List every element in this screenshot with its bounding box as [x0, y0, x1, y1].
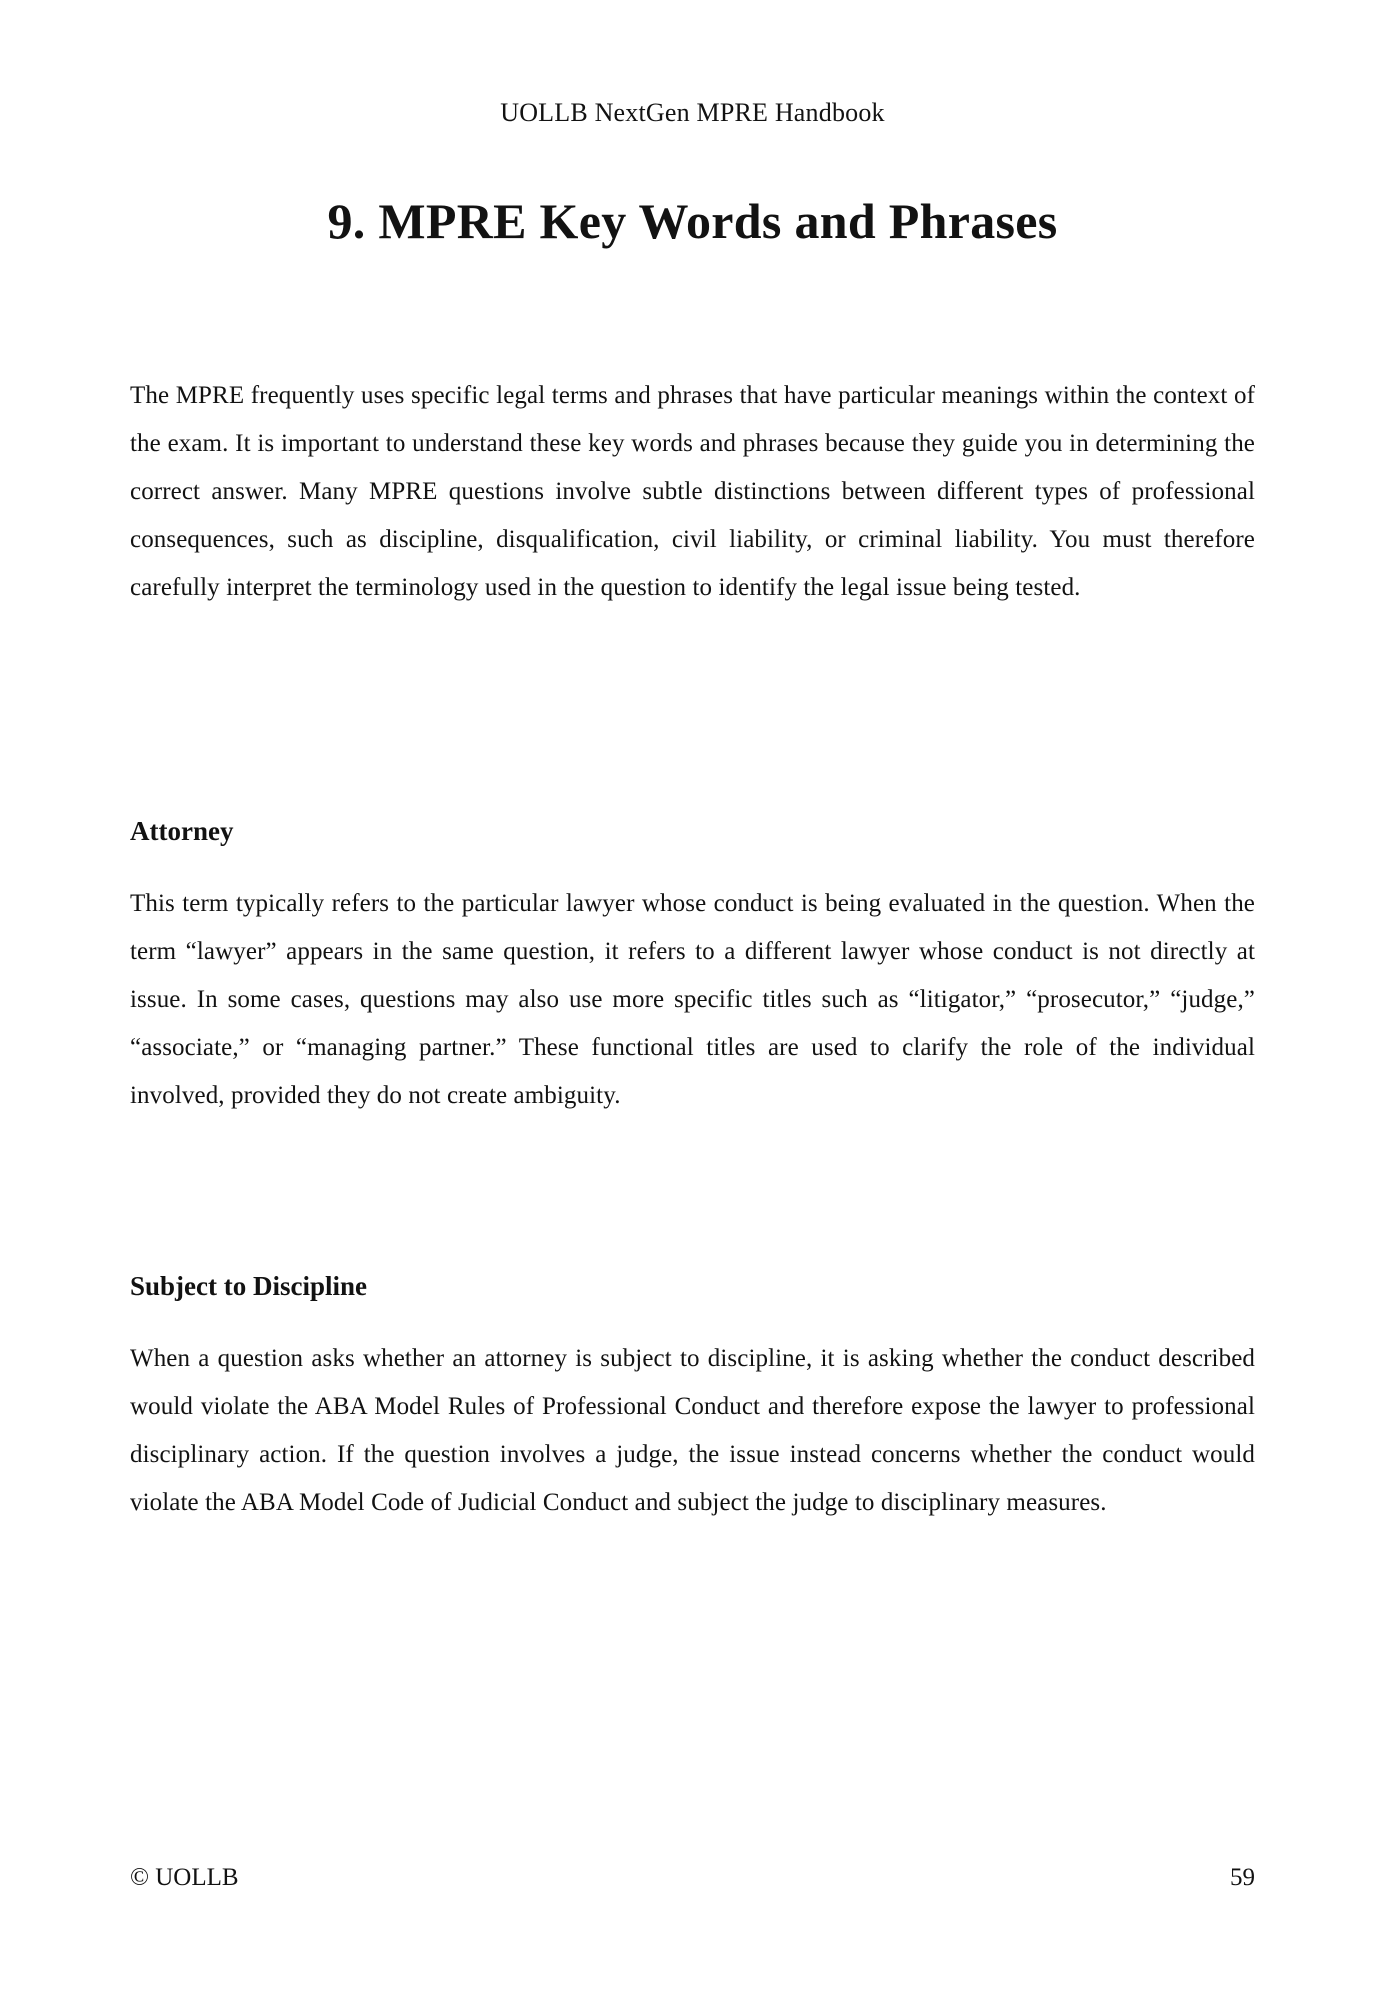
running-header: UOLLB NextGen MPRE Handbook — [500, 98, 885, 127]
page-title: 9. MPRE Key Words and Phrases — [327, 193, 1058, 249]
section-heading-attorney: Attorney — [130, 816, 234, 846]
footer-page-number: 59 — [1230, 1864, 1255, 1891]
intro-paragraph: The MPRE frequently uses specific legal terms and phrases that have particular meanings within the context of the exam. It is important to understand these key words and phrases because they guide you in determining the correct answer. Many MPRE questions involve subtle distinctions between different types of professional consequences, such as discipline, disqualification, civil liability, or criminal liability. You must therefore carefully interpret the terminology used in the question to identify the legal issue being tested. — [130, 382, 1255, 601]
page-footer — [130, 1864, 1255, 1892]
section-body-subject-to-discipline: When a question asks whether an attorney is subject to discipline, it is asking whether the conduct described would violate the ABA Model Rules of Professional Conduct and therefore expose the lawyer to professional disciplinary action. If the question involves a judge, the issue instead concerns whether the conduct would violate the ABA Model Code of Judicial Conduct and subject the judge to disciplinary measures. — [130, 1345, 1255, 1516]
section-body-attorney: This term typically refers to the particular lawyer whose conduct is being evaluated in the question. When the term “lawyer” appears in the same question, it refers to a different lawyer whose conduct is not directly at issue. In some cases, questions may also use more specific titles such as “litigator,” “prosecutor,” “judge,” “associate,” or “managing partner.” These functional titles are used to clarify the role of the individual involved, provided they do not create ambiguity. — [130, 890, 1255, 1109]
section-heading-subject-to-discipline: Subject to Discipline — [130, 1271, 368, 1301]
footer-copyright: © UOLLB — [130, 1864, 239, 1891]
